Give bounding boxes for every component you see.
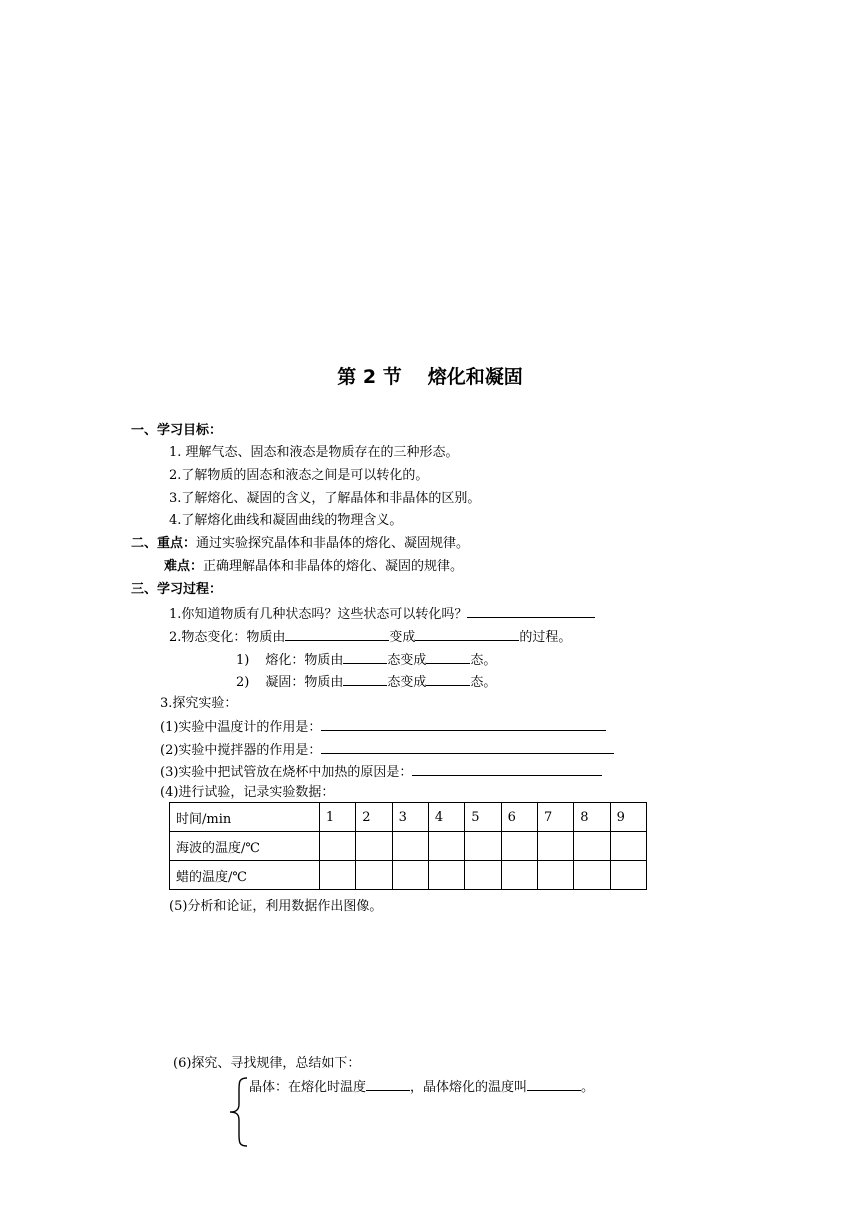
data-cell[interactable] xyxy=(610,861,646,890)
question-2-text: 变成 xyxy=(389,630,416,645)
data-cell[interactable] xyxy=(356,861,392,890)
data-cell[interactable] xyxy=(537,832,573,861)
freezing-text: 态。 xyxy=(470,675,497,690)
answer-blank[interactable] xyxy=(343,650,387,664)
answer-blank[interactable] xyxy=(321,717,606,731)
question-2 xyxy=(169,627,571,647)
minute-cell: 9 xyxy=(610,803,646,832)
crystal-text: 。 xyxy=(581,1080,595,1095)
minute-cell: 3 xyxy=(392,803,428,832)
crystal-text: 晶体：在熔化时温度 xyxy=(249,1080,367,1095)
experiment-q2 xyxy=(160,740,614,760)
experiment-q1-text: (1)实验中温度计的作用是： xyxy=(160,720,322,735)
data-cell[interactable] xyxy=(610,832,646,861)
process-heading: 三、学习过程： xyxy=(131,582,223,597)
page-title xyxy=(0,362,860,389)
crystal-text: ，晶体熔化的温度叫 xyxy=(410,1080,528,1095)
goal-item-3: 3.了解熔化、凝固的含义，了解晶体和非晶体的区别。 xyxy=(169,491,481,506)
minute-cell: 4 xyxy=(428,803,464,832)
minute-cell: 2 xyxy=(356,803,392,832)
experiment-heading: 3.探究实验： xyxy=(160,696,238,711)
melting-text: 熔化：物质由 xyxy=(265,653,344,668)
experiment-q4: (4)进行试验，记录实验数据： xyxy=(160,785,335,800)
row-label-wax: 蜡的温度/℃ xyxy=(170,861,320,890)
question-1-text: 1.你知道物质有几种状态吗？这些状态可以转化吗？ xyxy=(169,607,468,622)
data-cell[interactable] xyxy=(465,832,501,861)
curly-brace-icon xyxy=(227,1076,251,1148)
minute-cell: 8 xyxy=(574,803,610,832)
goal-item-1: 1. 理解气态、固态和液态是物质存在的三种形态。 xyxy=(169,445,459,460)
data-table xyxy=(169,802,647,890)
goals-heading: 一、学习目标： xyxy=(131,423,223,438)
crystal-line xyxy=(249,1077,594,1097)
freezing-line xyxy=(236,672,496,692)
data-cell[interactable] xyxy=(319,861,355,890)
data-cell[interactable] xyxy=(428,832,464,861)
difficulty-label: 难点： xyxy=(164,559,204,574)
key-point-text: 通过实验探究晶体和非晶体的熔化、凝固规律。 xyxy=(196,536,470,551)
data-cell[interactable] xyxy=(319,832,355,861)
answer-blank[interactable] xyxy=(412,762,602,776)
answer-blank[interactable] xyxy=(321,740,614,754)
data-cell[interactable] xyxy=(465,861,501,890)
freezing-text: 凝固：物质由 xyxy=(265,675,344,690)
table-header-cell: 时间/min xyxy=(170,803,320,832)
data-cell[interactable] xyxy=(356,832,392,861)
difficulty-point xyxy=(164,558,463,576)
question-2-text: 的过程。 xyxy=(519,630,572,645)
freezing-number: 2) xyxy=(236,675,250,690)
minute-cell: 6 xyxy=(501,803,537,832)
section-name: 熔化和凝固 xyxy=(427,366,523,388)
melting-text: 态。 xyxy=(470,653,497,668)
experiment-q1 xyxy=(160,717,606,737)
data-cell[interactable] xyxy=(574,861,610,890)
answer-blank[interactable] xyxy=(426,672,470,686)
section-number: 第 2 节 xyxy=(337,366,402,388)
melting-text: 态变成 xyxy=(387,653,427,668)
data-cell[interactable] xyxy=(392,832,428,861)
answer-blank[interactable] xyxy=(285,627,389,641)
data-cell[interactable] xyxy=(574,832,610,861)
data-cell[interactable] xyxy=(428,861,464,890)
experiment-q2-text: (2)实验中搅拌器的作用是： xyxy=(160,743,322,758)
answer-blank[interactable] xyxy=(527,1077,581,1091)
experiment-q5: (5)分析和论证，利用数据作出图像。 xyxy=(169,899,383,914)
key-point xyxy=(131,535,469,553)
table-row xyxy=(170,803,647,832)
data-cell[interactable] xyxy=(501,861,537,890)
melting-number: 1) xyxy=(236,653,250,668)
minute-cell: 5 xyxy=(465,803,501,832)
goal-item-4: 4.了解熔化曲线和凝固曲线的物理含义。 xyxy=(169,513,403,528)
answer-blank[interactable] xyxy=(366,1077,410,1091)
melting-line xyxy=(236,650,496,670)
data-cell[interactable] xyxy=(501,832,537,861)
experiment-q6: (6)探究、寻找规律，总结如下： xyxy=(173,1056,361,1071)
question-2-text: 2.物态变化：物质由 xyxy=(169,630,286,645)
data-cell[interactable] xyxy=(537,861,573,890)
data-cell[interactable] xyxy=(392,861,428,890)
difficulty-text: 正确理解晶体和非晶体的熔化、凝固的规律。 xyxy=(203,559,464,574)
answer-blank[interactable] xyxy=(426,650,470,664)
goal-item-2: 2.了解物质的固态和液态之间是可以转化的。 xyxy=(169,468,429,483)
answer-blank[interactable] xyxy=(343,672,387,686)
minute-cell: 7 xyxy=(537,803,573,832)
minute-cell: 1 xyxy=(319,803,355,832)
key-point-label: 二、重点： xyxy=(131,536,197,551)
experiment-q3 xyxy=(160,762,602,782)
table-row xyxy=(170,861,647,890)
row-label-hypo: 海波的温度/℃ xyxy=(170,832,320,861)
answer-blank[interactable] xyxy=(415,627,519,641)
question-1 xyxy=(169,604,595,624)
answer-blank[interactable] xyxy=(467,604,595,618)
freezing-text: 态变成 xyxy=(387,675,427,690)
experiment-q3-text: (3)实验中把试管放在烧杯中加热的原因是： xyxy=(160,765,413,780)
table-row xyxy=(170,832,647,861)
